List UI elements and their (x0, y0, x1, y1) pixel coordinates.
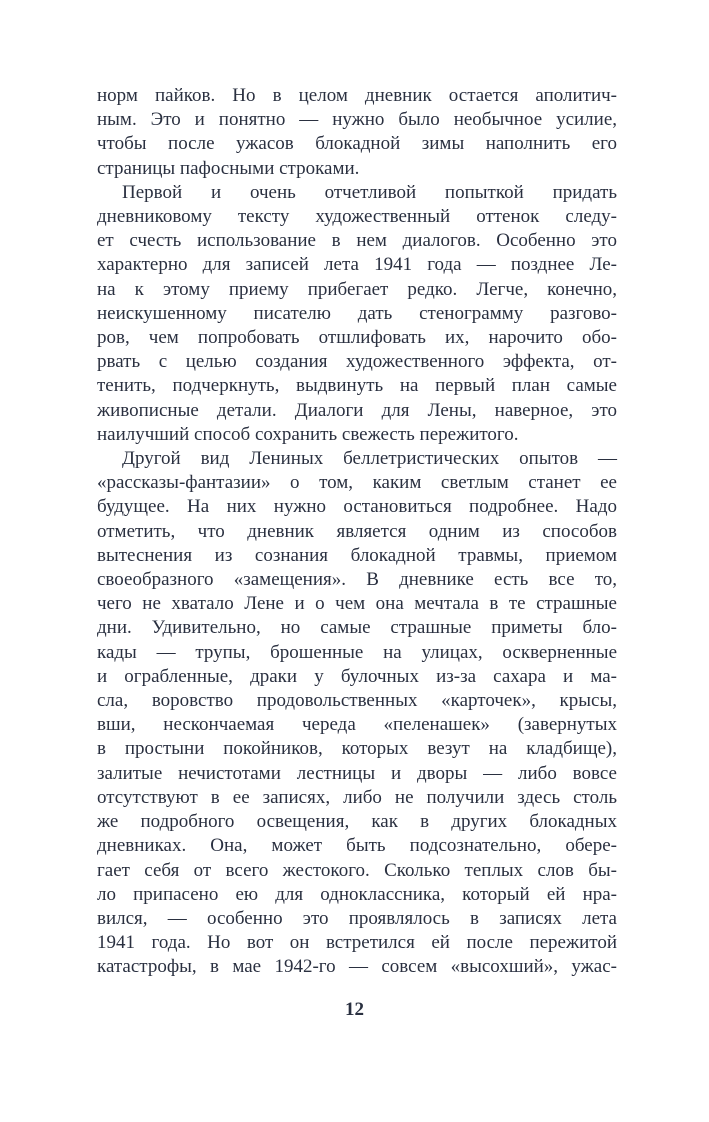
text-line: вился, — особенно это проявлялось в записях лета (97, 907, 617, 929)
text-line: и ограбленные, драки у булочных из-за сахара и ма- (97, 665, 617, 687)
text-line: ным. Это и понятно — нужно было необычное усилие, (97, 109, 617, 131)
text-column (97, 84, 617, 980)
text-line: отсутствуют в ее записях, либо не получили здесь столь (97, 786, 617, 808)
text-line: ло припасено ею для одноклассника, который ей нра- (97, 883, 617, 905)
text-line: неискушенному писателю дать стенограмму разгово- (97, 302, 617, 324)
text-line: характерно для записей лета 1941 года — позднее Ле- (97, 254, 617, 276)
text-line: Первой и очень отчетливой попыткой придать (122, 181, 617, 203)
text-line: наилучший способ сохранить свежесть пережитого. (97, 423, 519, 445)
text-line: будущее. На них нужно остановиться подробнее. Надо (97, 496, 617, 518)
text-line: рвать с целью создания художественного эффекта, от- (97, 351, 617, 373)
text-line: в простыни покойников, которых везут на кладбище), (97, 738, 617, 760)
text-line: 1941 года. Но вот он встретился ей после пережитой (97, 932, 617, 954)
text-line: дни. Удивительно, но самые страшные приметы бло- (97, 617, 617, 639)
text-line: тенить, подчеркнуть, выдвинуть на первый план самые (97, 375, 617, 397)
text-line: дневниках. Она, может быть подсознательно, обере- (97, 835, 617, 857)
text-line: дневниковому тексту художественный оттенок следу- (97, 206, 617, 228)
paragraph (97, 181, 617, 447)
text-line: сла, воровство продовольственных «карточек», крысы, (97, 690, 617, 712)
text-line: ет счесть использование в нем диалогов. Особенно это (97, 230, 617, 252)
text-line: залитые нечистотами лестницы и дворы — либо вовсе (97, 762, 617, 784)
text-line: кады — трупы, брошенные на улицах, оскверненные (97, 641, 617, 663)
text-line: чтобы после ужасов блокадной зимы наполнить его (97, 133, 617, 155)
text-line: вытеснения из сознания блокадной травмы, приемом (97, 544, 617, 566)
text-line: «рассказы-фантазии» о том, каким светлым станет ее (97, 472, 617, 494)
text-line: отметить, что дневник является одним из способов (97, 520, 617, 542)
page-number: 12 (345, 999, 364, 1020)
paragraph (97, 447, 617, 979)
text-line: норм пайков. Но в целом дневник остается аполитич- (97, 85, 617, 106)
paragraph (97, 84, 617, 181)
text-line: живописные детали. Диалоги для Лены, наверное, это (97, 399, 617, 421)
text-line: же подробного освещения, как в других блокадных (97, 811, 617, 833)
text-line: вши, нескончаемая череда «пеленашек» (завернутых (97, 714, 617, 736)
text-line: на к этому приему прибегает редко. Легче, конечно, (97, 278, 617, 300)
text-line: гает себя от всего жестокого. Сколько теплых слов бы- (97, 859, 617, 881)
text-line: своеобразного «замещения». В дневнике есть все то, (97, 569, 617, 591)
text-line: ров, чем попробовать отшлифовать их, нарочито обо- (97, 327, 617, 349)
text-line: страницы пафосными строками. (97, 157, 360, 179)
text-line: чего не хватало Лене и о чем она мечтала в те страшные (97, 593, 617, 615)
text-line: катастрофы, в мае 1942-го — совсем «высохший», ужас- (97, 956, 617, 978)
text-line: Другой вид Лениных беллетристических опытов — (122, 448, 617, 470)
